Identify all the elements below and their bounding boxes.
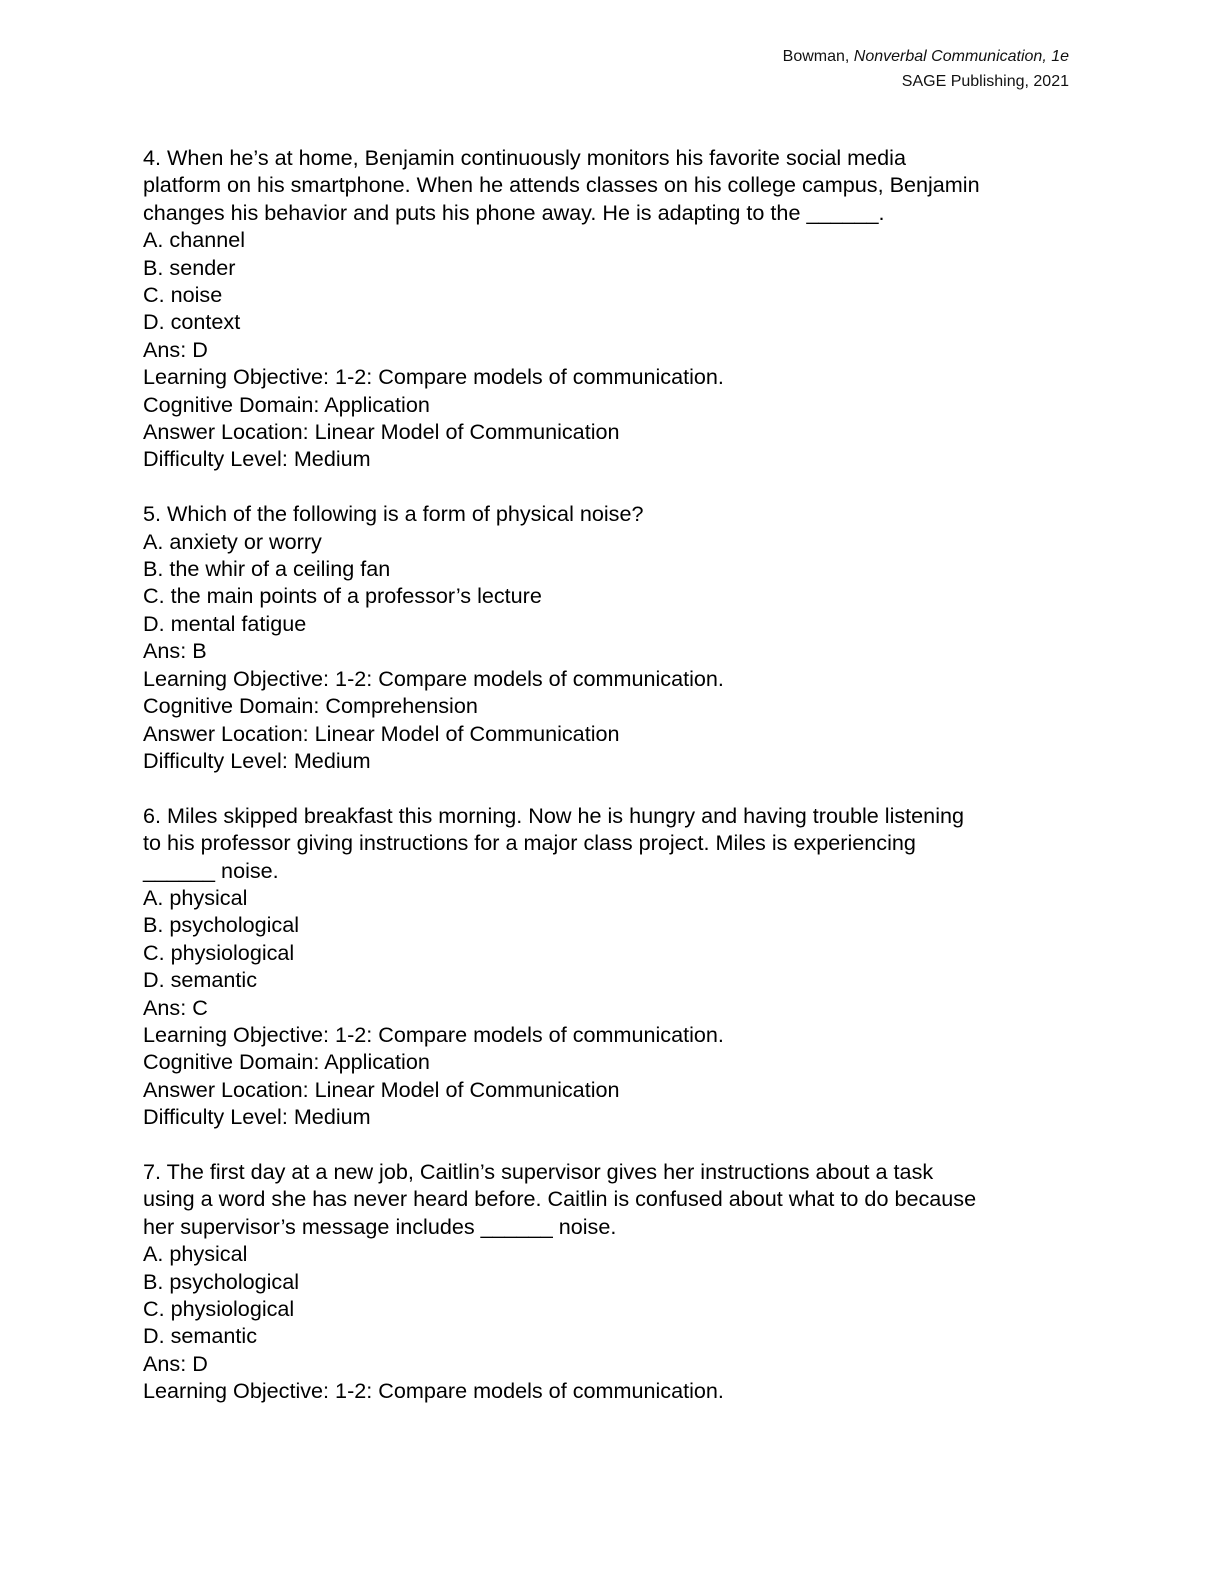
answer-option: A. physical <box>143 1241 248 1267</box>
question-stem-line: 6. Miles skipped breakfast this morning. Now he is hungry and having trouble listening <box>143 802 965 828</box>
answer-option: D. mental fatigue <box>143 610 307 636</box>
cognitive-domain: Cognitive Domain: Application <box>143 391 430 417</box>
question-list <box>143 144 1083 1432</box>
answer-option: D. context <box>143 309 241 335</box>
question-stem-line: ______ noise. <box>143 857 279 883</box>
learning-objective: Learning Objective: 1-2: Compare models of communication. <box>143 665 724 691</box>
header-author: Bowman, <box>782 48 854 65</box>
answer-key: Ans: D <box>143 336 208 362</box>
answer-option: A. channel <box>143 227 246 253</box>
question-5 <box>143 500 1083 774</box>
learning-objective: Learning Objective: 1-2: Compare models of communication. <box>143 1378 724 1404</box>
answer-location: Answer Location: Linear Model of Communication <box>143 720 620 746</box>
answer-option: C. the main points of a professor’s lecture <box>143 583 542 609</box>
learning-objective: Learning Objective: 1-2: Compare models of communication. <box>143 1021 724 1047</box>
answer-option: D. semantic <box>143 1323 257 1349</box>
answer-option: D. semantic <box>143 967 257 993</box>
question-stem-line: using a word she has never heard before. Caitlin is confused about what to do because <box>143 1186 977 1212</box>
header-publisher: SAGE Publishing, 2021 <box>901 73 1069 90</box>
answer-option: B. psychological <box>143 912 300 938</box>
difficulty-level: Difficulty Level: Medium <box>143 1104 371 1130</box>
answer-option: B. the whir of a ceiling fan <box>143 556 391 582</box>
question-stem-line: her supervisor’s message includes ______ noise. <box>143 1213 617 1239</box>
answer-option: A. physical <box>143 884 248 910</box>
question-4 <box>143 144 1083 473</box>
cognitive-domain: Cognitive Domain: Comprehension <box>143 693 478 719</box>
header-citation <box>783 44 1069 69</box>
learning-objective: Learning Objective: 1-2: Compare models of communication. <box>143 364 724 390</box>
question-stem-line: to his professor giving instructions for a major class project. Miles is experiencing <box>143 830 916 856</box>
answer-key: Ans: C <box>143 994 208 1020</box>
question-stem-line: 4. When he’s at home, Benjamin continuously monitors his favorite social media <box>143 145 906 170</box>
answer-option: C. physiological <box>143 1296 295 1322</box>
answer-option: C. physiological <box>143 939 295 965</box>
question-6 <box>143 802 1083 1131</box>
difficulty-level: Difficulty Level: Medium <box>143 747 371 773</box>
answer-option: B. psychological <box>143 1268 300 1294</box>
answer-option: A. anxiety or worry <box>143 528 322 554</box>
answer-option: B. sender <box>143 254 236 280</box>
question-stem-line: platform on his smartphone. When he attends classes on his college campus, Benjamin <box>143 172 980 198</box>
difficulty-level: Difficulty Level: Medium <box>143 446 371 472</box>
question-7 <box>143 1158 1083 1405</box>
question-stem-line: changes his behavior and puts his phone away. He is adapting to the ______. <box>143 199 885 225</box>
question-stem-line: 7. The first day at a new job, Caitlin’s supervisor gives her instructions about a task <box>143 1158 934 1184</box>
answer-key: Ans: B <box>143 638 207 664</box>
answer-key: Ans: D <box>143 1350 208 1376</box>
answer-location: Answer Location: Linear Model of Communication <box>143 1076 620 1102</box>
answer-location: Answer Location: Linear Model of Communication <box>143 419 620 445</box>
cognitive-domain: Cognitive Domain: Application <box>143 1049 430 1075</box>
page-header <box>783 44 1069 94</box>
question-stem-line: 5. Which of the following is a form of physical noise? <box>143 501 644 527</box>
header-book-title: Nonverbal Communication, 1e <box>853 48 1069 65</box>
answer-option: C. noise <box>143 282 223 308</box>
